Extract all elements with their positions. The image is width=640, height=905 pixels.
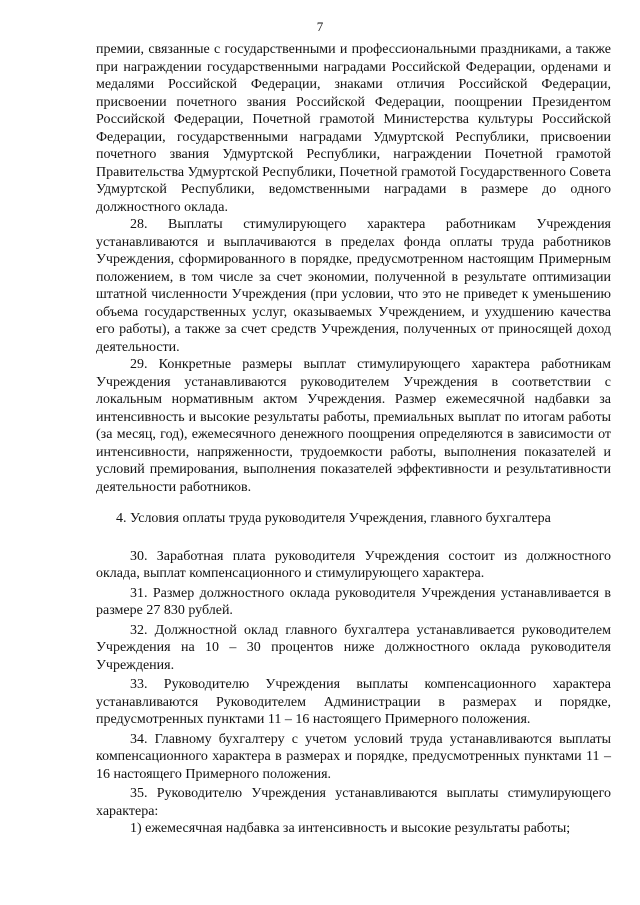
paragraph-29: 29. Конкретные размеры выплат стимулирующего характера работникам Учреждения устанавливаются руководителем Учреждения в соответствии с локальным нормативным актом Учреждения. Размер ежемесячной надбавки за интенсивность и высокие результаты работы, премиальных выплат по итогам работы (за месяц, год), ежемесячного денежного поощрения определяются в зависимости от интенсивности, напряженности, трудоемкости работы, выполнения показателей и условий премирования, выполнения показателей эффективности и результативности деятельности работников. (96, 357, 611, 495)
paragraph-31: 31. Размер должностного оклада руководителя Учреждения устанавливается в размере 27 830 рублей. (96, 585, 611, 618)
paragraph-35: 35. Руководителю Учреждения устанавливаются выплаты стимулирующего характера: (96, 786, 611, 819)
paragraph-continuation: премии, связанные с государственными и профессиональными праздниками, а также при награждении государственными наградами Российской Федерации, орденами и медалями Российской Федерации, знаками отличия Российской Федерации, присвоении почетного звания Российской Федерации, поощрении Президентом Российской Федерации, Почетной грамотой Министерства культуры Российской Федерации, государственными наградами Удмуртской Республики, присвоении почетного звания Удмуртской Республики, награждении Почетной грамотой Правительства Удмуртской Республики, Почетной грамотой Государственного Совета Удмуртской Республики, ведомственными наградами в размере до одного должностного оклада. (96, 42, 611, 215)
page-number: 7 (316, 19, 324, 34)
paragraph-33: 33. Руководителю Учреждения выплаты компенсационного характера устанавливаются Руководителем Администрации в размерах и порядке, предусмотренных пунктами 11 – 16 настоящего Примерного положения. (96, 677, 611, 727)
list-item-1: 1) ежемесячная надбавка за интенсивность и высокие результаты работы; (130, 821, 571, 836)
paragraph-30: 30. Заработная плата руководителя Учреждения состоит из должностного оклада, выплат компенсационного и стимулирующего характера. (96, 548, 611, 581)
paragraph-32: 32. Должностной оклад главного бухгалтера устанавливается руководителем Учреждения на 10 – 30 процентов ниже должностного оклада руководителя Учреждения. (96, 622, 611, 673)
section-heading: 4. Условия оплаты труда руководителя Учреждения, главного бухгалтера (116, 511, 551, 526)
paragraph-34: 34. Главному бухгалтеру с учетом условий труда устанавливаются выплаты компенсационного характера в размерах и порядке, предусмотренных пунктами 11 – 16 настоящего Примерного положения. (96, 731, 611, 782)
paragraph-28: 28. Выплаты стимулирующего характера работникам Учреждения устанавливаются и выплачиваются в пределах фонда оплаты труда работников Учреждения, сформированного в порядке, предусмотренном настоящим Примерным положением, в том числе за счет экономии, полученной в результате оптимизации штатной численности Учреждения (при условии, что это не приведет к уменьшению объема государственных услуг, оказываемых Учреждением, и ухудшению качества его работы), а также за счет средств Учреждения, полученных от приносящей доход деятельности. (96, 217, 611, 355)
document-body (96, 41, 611, 838)
